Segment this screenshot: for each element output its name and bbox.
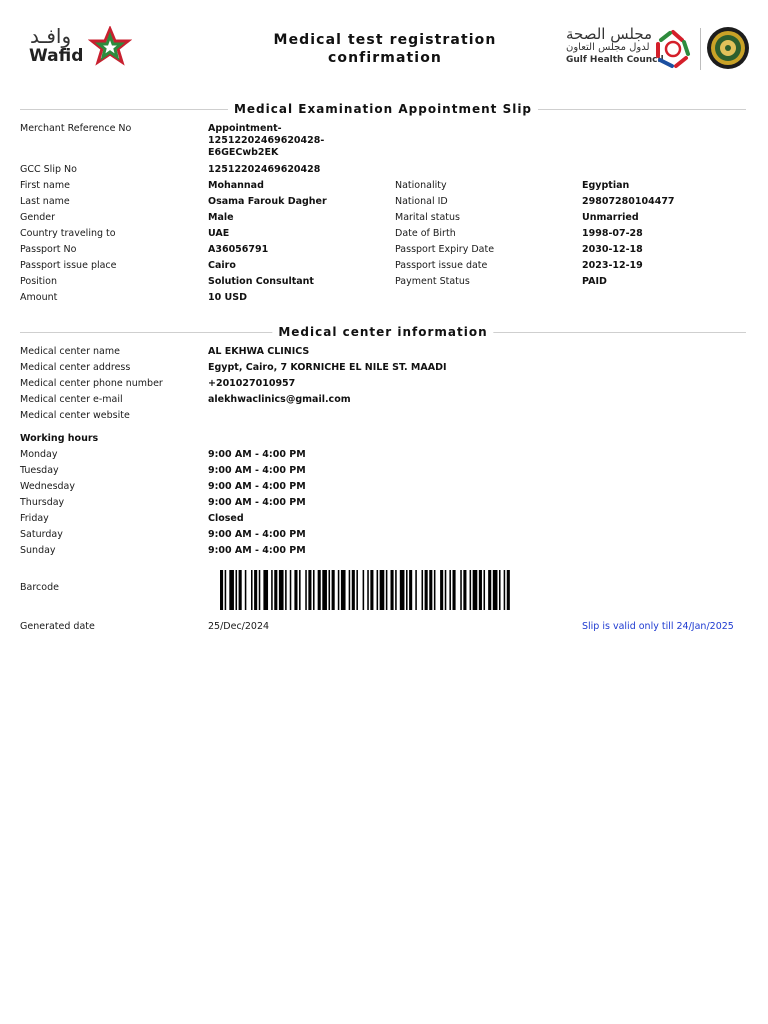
barcode-bar [341,570,346,610]
barcode-bar [400,570,405,610]
barcode-bar [507,570,510,610]
nationality-value: Egyptian [582,180,630,191]
date-of-birth-value: 1998-07-28 [582,228,643,239]
nationality-label: Nationality [395,180,447,191]
medical-center-title: Medical center information [272,324,493,340]
barcode-bar [308,570,311,610]
payment-status-value: PAID [582,276,607,287]
gender-label: Gender [20,212,56,223]
barcode-bar [299,570,301,610]
working-hours-title: Working hours [20,433,99,444]
barcode-bar [220,570,223,610]
first-name-value: Mohannad [208,180,264,191]
gender-value: Male [208,212,234,223]
amount-value: 10 USD [208,292,247,303]
barcode-bar [422,570,424,610]
barcode-bar [479,570,482,610]
medical-center-section-header [20,324,746,340]
barcode-bar [254,570,257,610]
last-name-value: Osama Farouk Dagher [208,196,327,207]
ghc-logo-english: Gulf Health Council [566,55,664,65]
barcode-bar [239,570,242,610]
barcode-bar [236,570,238,610]
barcode-bar [294,570,297,610]
working-hours-value: 9:00 AM - 4:00 PM [208,497,306,508]
barcode-bar [409,570,412,610]
barcode-bar [367,570,369,610]
center-phone-value: +201027010957 [208,378,296,389]
barcode-icon [220,570,612,610]
barcode-bar [380,570,385,610]
barcode-bar [370,570,373,610]
barcode-bar [352,570,355,610]
center-website-label: Medical center website [20,410,130,421]
center-name-label: Medical center name [20,346,120,357]
barcode-label: Barcode [20,582,59,593]
barcode-bar [349,570,351,610]
ghc-logo-arabic-line1: مجلس الصحة [566,25,653,43]
working-day: Saturday [20,529,63,540]
barcode-bar [391,570,394,610]
barcode-bar [463,570,466,610]
barcode-bar [499,570,501,610]
barcode-bar [440,570,443,610]
barcode-bar [318,570,321,610]
barcode-bar [493,570,498,610]
wafid-star-icon [88,26,132,70]
merchant-reference-label: Merchant Reference No [20,123,132,134]
appointment-slip-section-header [20,101,746,117]
country-value: UAE [208,228,230,239]
page-title: Medical test registration confirmation [273,32,497,66]
working-hours-value: 9:00 AM - 4:00 PM [208,545,306,556]
barcode-bar [488,570,491,610]
wafid-logo-arabic: وافـد [30,24,72,48]
barcode-bar [263,570,268,610]
validity-text: Slip is valid only till 24/Jan/2025 [582,621,734,632]
barcode-bar [290,570,292,610]
gcc-slip-value: 12512202469620428 [208,164,321,175]
gcc-slip-label: GCC Slip No [20,164,77,175]
barcode-bar [245,570,247,610]
national-id-label: National ID [395,196,448,207]
barcode-bar [449,570,451,610]
barcode-bar [386,570,388,610]
ghc-emblem-icon [652,28,694,70]
date-of-birth-label: Date of Birth [395,228,456,239]
working-hours-value: Closed [208,513,244,524]
last-name-label: Last name [20,196,70,207]
working-hours-value: 9:00 AM - 4:00 PM [208,465,306,476]
passport-issue-date-value: 2023-12-19 [582,260,643,271]
center-email-value: alekhwaclinics@gmail.com [208,394,351,405]
barcode-bar [338,570,340,610]
barcode-bar [453,570,456,610]
barcode-bar [377,570,379,610]
passport-expiry-value: 2030-12-18 [582,244,643,255]
barcode-bar [395,570,397,610]
barcode-bar [415,570,417,610]
barcode-bar [473,570,478,610]
working-day: Wednesday [20,481,76,492]
working-hours-value: 9:00 AM - 4:00 PM [208,481,306,492]
position-value: Solution Consultant [208,276,314,287]
barcode-bar [332,570,335,610]
barcode-bar [271,570,273,610]
barcode-bar [504,570,506,610]
passport-expiry-label: Passport Expiry Date [395,244,495,255]
barcode-bar [285,570,287,610]
first-name-label: First name [20,180,70,191]
passport-issue-place-value: Cairo [208,260,236,271]
barcode-bar [460,570,462,610]
barcode-bar [434,570,436,610]
working-day: Thursday [20,497,65,508]
barcode-bar [225,570,227,610]
passport-issue-date-label: Passport issue date [395,260,488,271]
center-email-label: Medical center e-mail [20,394,123,405]
marital-status-value: Unmarried [582,212,639,223]
center-address-label: Medical center address [20,362,131,373]
marital-status-label: Marital status [395,212,460,223]
wafid-logo-english: Wafid [29,46,84,66]
barcode-bar [313,570,315,610]
country-label: Country traveling to [20,228,116,239]
center-address-value: Egypt, Cairo, 7 KORNICHE EL NILE ST. MAADI [208,362,447,373]
center-name-value: AL EKHWA CLINICS [208,346,310,357]
gcc-seal-icon [706,26,750,70]
barcode-bar [470,570,472,610]
amount-label: Amount [20,292,58,303]
barcode-bar [274,570,277,610]
position-label: Position [20,276,57,287]
barcode-bar [429,570,432,610]
barcode-bar [363,570,365,610]
generated-date-value: 25/Dec/2024 [208,621,270,632]
working-day: Friday [20,513,49,524]
barcode-bar [251,570,253,610]
barcode-bar [322,570,327,610]
generated-date-label: Generated date [20,621,95,632]
national-id-value: 29807280104477 [582,196,675,207]
merchant-reference-value: Appointment- 12512202469620428- E6GECwb2EK [208,123,325,158]
working-day: Sunday [20,545,56,556]
working-day: Monday [20,449,58,460]
barcode-bar [356,570,358,610]
payment-status-label: Payment Status [395,276,470,287]
passport-issue-place-label: Passport issue place [20,260,117,271]
working-hours-value: 9:00 AM - 4:00 PM [208,529,306,540]
header-divider [700,28,701,70]
barcode-bar [305,570,307,610]
barcode-bar [445,570,447,610]
barcode-bar [425,570,428,610]
working-day: Tuesday [20,465,59,476]
barcode-bar [279,570,284,610]
barcode-bar [484,570,486,610]
center-phone-label: Medical center phone number [20,378,163,389]
barcode-bar [229,570,234,610]
barcode-bar [406,570,408,610]
passport-no-value: A36056791 [208,244,269,255]
barcode-bar [259,570,261,610]
ghc-logo-arabic-line2: لدول مجلس التعاون [566,42,650,53]
appointment-slip-title: Medical Examination Appointment Slip [228,101,538,117]
working-hours-value: 9:00 AM - 4:00 PM [208,449,306,460]
barcode-bar [329,570,331,610]
passport-no-label: Passport No [20,244,77,255]
